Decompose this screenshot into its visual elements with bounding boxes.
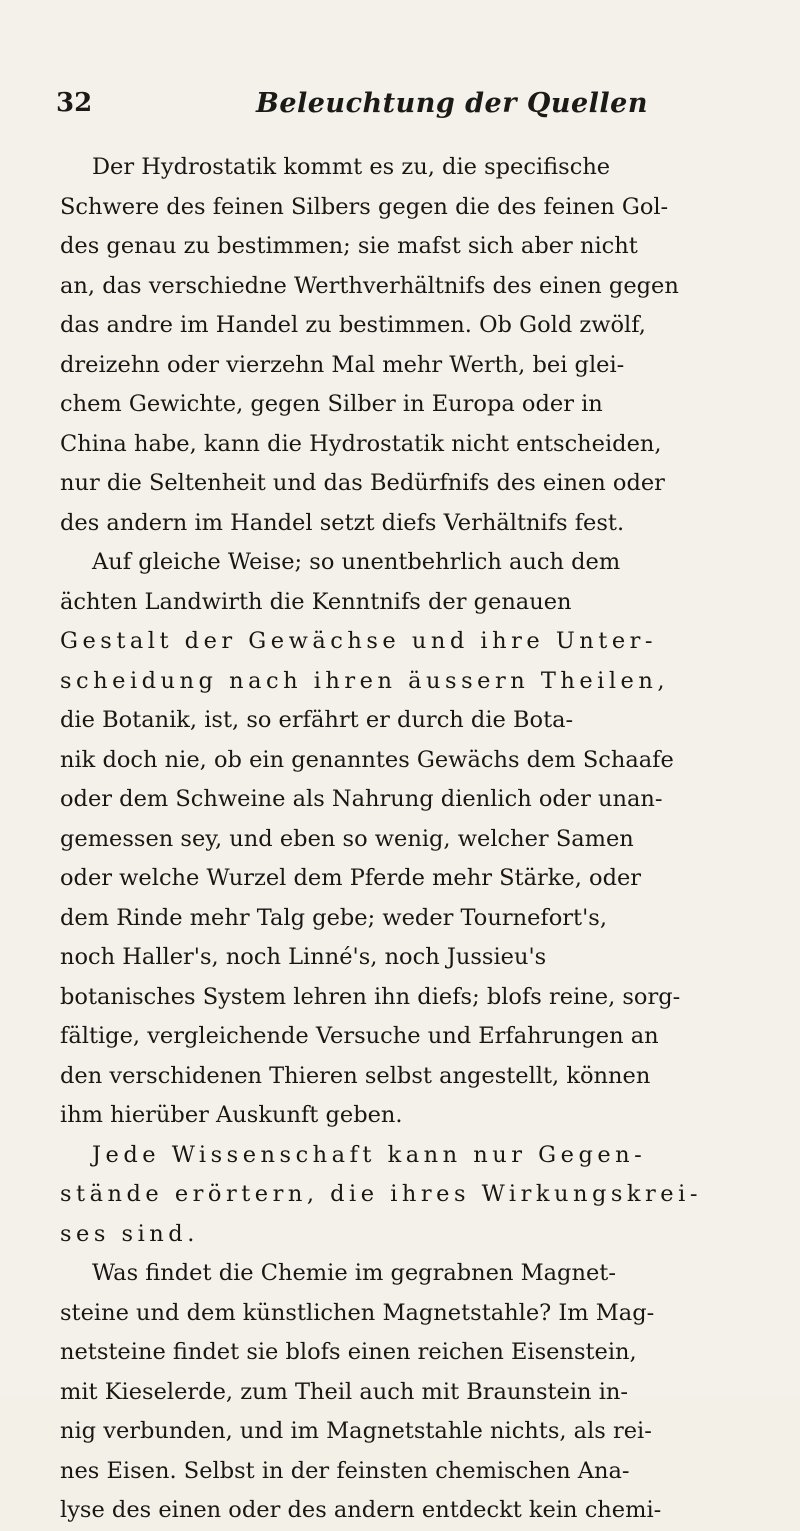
text-line-spaced: ses sind. xyxy=(60,1220,199,1247)
text-line: des andern im Handel setzt diefs Verhältnifs fest. xyxy=(60,509,625,536)
text-line: nik doch nie, ob ein genanntes Gewächs dem Schaafe xyxy=(60,746,674,773)
text-line: mit Kieselerde, zum Theil auch mit Braunstein in- xyxy=(60,1378,628,1405)
text-line: nig verbunden, und im Magnetstahle nichts, als rei- xyxy=(60,1418,652,1444)
text-line: netsteine findet sie blofs einen reichen Eisenstein, xyxy=(60,1339,637,1365)
text-line: chem Gewichte, gegen Silber in Europa oder in xyxy=(60,391,603,417)
text-line: lyse des einen oder des andern entdeckt kein chemi- xyxy=(60,1497,662,1523)
paragraph-hydrostatik xyxy=(60,148,760,543)
text-line-spaced: stände erörtern, die ihres Wirkungskrei- xyxy=(60,1181,702,1207)
text-line: gemessen sey, und eben so wenig, welcher Samen xyxy=(60,825,634,852)
paragraph-chemie xyxy=(60,1254,760,1531)
text-line: China habe, kann die Hydrostatik nicht entscheiden, xyxy=(60,430,662,457)
text-line-spaced: scheidung nach ihren äussern Theilen, xyxy=(60,667,670,694)
text-line: nes Eisen. Selbst in der feinsten chemischen Ana- xyxy=(60,1457,630,1484)
text-line: oder welche Wurzel dem Pferde mehr Stärke, oder xyxy=(60,865,642,891)
text-line: ihm hierüber Auskunft geben. xyxy=(60,1102,403,1128)
text-line: das andre im Handel zu bestimmen. Ob Gold zwölf, xyxy=(60,312,646,338)
paragraph-botanik xyxy=(60,543,760,1136)
text-line: nur die Seltenheit und das Bedürfnifs des einen oder xyxy=(60,470,665,496)
running-head: Beleuchtung der Quellen xyxy=(256,88,648,119)
text-line: dreizehn oder vierzehn Mal mehr Werth, bei glei- xyxy=(60,351,625,378)
text-line: steine und dem künstlichen Magnetstahle? Im Mag- xyxy=(60,1299,655,1326)
text-line: den verschidenen Thieren selbst angestellt, können xyxy=(60,1062,651,1089)
text-line: dem Rinde mehr Talg gebe; weder Tournefort's, xyxy=(60,904,607,931)
text-line: fältige, vergleichende Versuche und Erfahrungen an xyxy=(60,1023,659,1049)
text-line: die Botanik, ist, so erfährt er durch die Bota- xyxy=(60,707,574,733)
text-line: des genau zu bestimmen; sie mafst sich aber nicht xyxy=(60,233,638,259)
body-text xyxy=(60,148,760,1531)
text-line: Der Hydrostatik kommt es zu, die specifische xyxy=(92,154,611,180)
page-number: 32 xyxy=(56,88,93,118)
text-line: Auf gleiche Weise; so unentbehrlich auch dem xyxy=(92,549,621,575)
paragraph-wissenschaft xyxy=(60,1136,760,1255)
page-header xyxy=(56,88,756,128)
text-line: botanisches System lehren ihn diefs; blofs reine, sorg- xyxy=(60,983,681,1010)
text-line: ächten Landwirth die Kenntnifs der genauen xyxy=(60,588,572,615)
text-line-spaced: Jede Wissenschaft kann nur Gegen- xyxy=(92,1141,647,1168)
text-line: Schwere des feinen Silbers gegen die des feinen Gol- xyxy=(60,193,669,220)
text-line: Was findet die Chemie im gegrabnen Magnet- xyxy=(92,1260,616,1286)
text-line-spaced: Gestalt der Gewächse und ihre Unter- xyxy=(60,628,657,654)
text-line: oder dem Schweine als Nahrung dienlich oder unan- xyxy=(60,786,663,812)
text-line: an, das verschiedne Werthverhältnifs des einen gegen xyxy=(60,272,679,299)
text-line: noch Haller's, noch Linné's, noch Jussieu's xyxy=(60,944,547,970)
